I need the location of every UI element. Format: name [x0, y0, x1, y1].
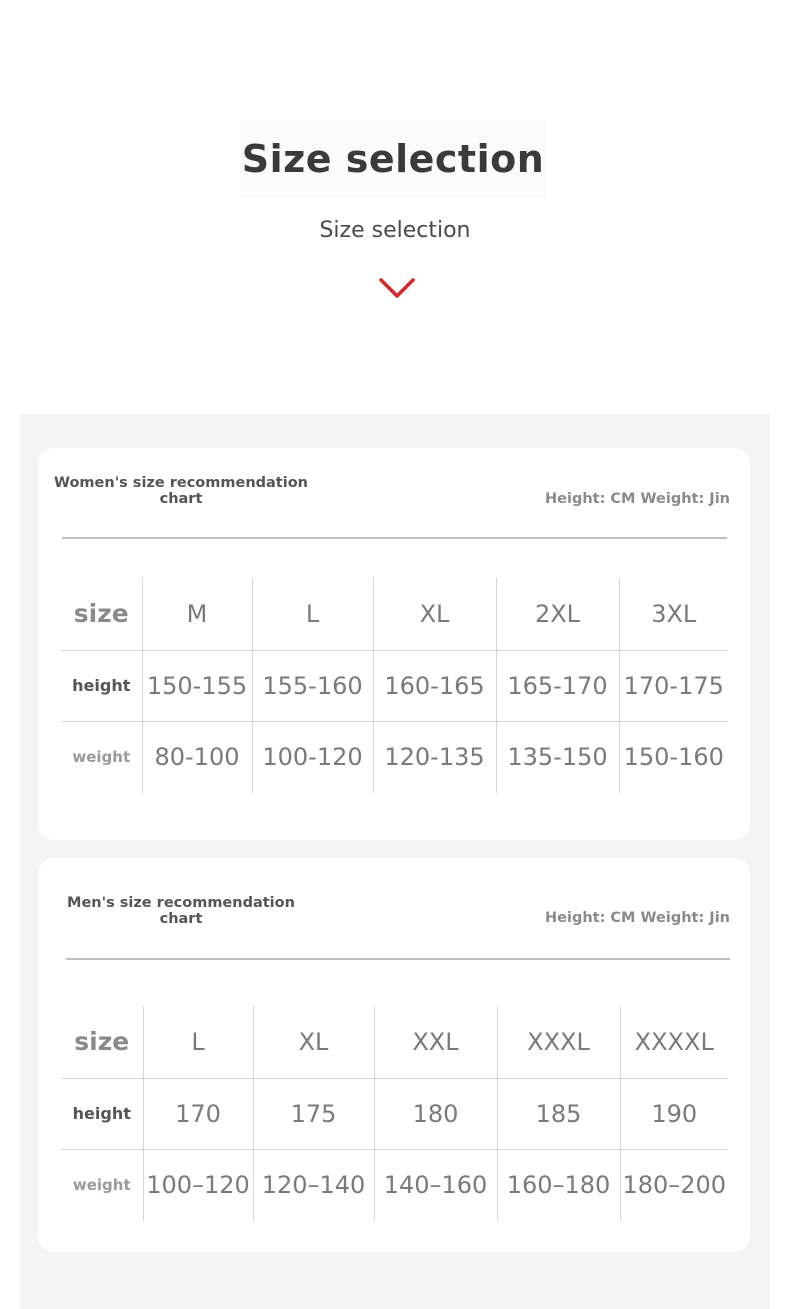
women-weight-cell: 100-120: [252, 721, 373, 793]
women-row-label-size: size: [61, 578, 142, 650]
women-height-cell: 150-155: [142, 650, 252, 721]
men-size-row: [61, 1006, 728, 1078]
men-height-cell: 185: [497, 1078, 620, 1149]
men-weight-cell: 120–140: [253, 1149, 374, 1221]
men-height-row: [61, 1078, 728, 1149]
men-size-cell: XXXL: [497, 1006, 620, 1078]
women-size-cell: XL: [373, 578, 496, 650]
men-height-cell: 180: [374, 1078, 497, 1149]
men-size-cell: XL: [253, 1006, 374, 1078]
women-weight-cell: 135-150: [496, 721, 619, 793]
women-row-label-weight: weight: [61, 721, 142, 793]
women-chart-title: Women's size recommendation chart: [53, 475, 308, 507]
women-size-cell: 2XL: [496, 578, 619, 650]
women-height-cell: 165-170: [496, 650, 619, 721]
men-height-cell: 175: [253, 1078, 374, 1149]
chevron-down-icon: [378, 276, 416, 300]
women-row-label-height: height: [61, 650, 142, 721]
women-height-cell: 155-160: [252, 650, 373, 721]
men-row-label-weight: weight: [61, 1149, 143, 1221]
men-row-label-height: height: [61, 1078, 143, 1149]
men-height-cell: 170: [143, 1078, 253, 1149]
men-weight-cell: 100–120: [143, 1149, 253, 1221]
men-weight-row: [61, 1149, 728, 1221]
men-height-cell: 190: [620, 1078, 728, 1149]
men-size-table: [61, 1006, 728, 1221]
women-size-card: [38, 448, 750, 840]
men-weight-cell: 180–200: [622, 1171, 727, 1200]
page-subtitle: Size selection: [319, 218, 471, 243]
women-unit-note: Height: CM Weight: Jin: [545, 491, 730, 507]
women-size-table: [61, 578, 728, 793]
women-weight-cell: 150-160: [623, 743, 724, 772]
men-weight-cell: 140–160: [374, 1149, 497, 1221]
men-row-label-size: size: [61, 1006, 143, 1078]
men-chart-title: Men's size recommendation chart: [67, 895, 295, 927]
women-weight-row: [61, 721, 728, 793]
women-title-divider: [62, 537, 727, 539]
men-size-cell: XXL: [374, 1006, 497, 1078]
men-size-card: [38, 858, 750, 1252]
women-height-row: [61, 650, 728, 721]
men-weight-cell: 160–180: [497, 1149, 620, 1221]
women-size-cell: L: [252, 578, 373, 650]
women-height-cell: 160-165: [373, 650, 496, 721]
men-unit-note: Height: CM Weight: Jin: [545, 910, 730, 926]
page-title: Size selection: [241, 137, 545, 181]
women-weight-cell: 80-100: [142, 721, 252, 793]
men-size-cell: XXXXL: [620, 1006, 728, 1078]
women-weight-cell: 120-135: [373, 721, 496, 793]
women-size-cell: M: [142, 578, 252, 650]
women-height-cell: 170-175: [619, 650, 728, 721]
women-size-row: [61, 578, 728, 650]
men-size-cell: L: [143, 1006, 253, 1078]
men-title-divider: [66, 958, 730, 960]
women-size-cell: 3XL: [619, 578, 728, 650]
page-title-box: [240, 120, 546, 198]
